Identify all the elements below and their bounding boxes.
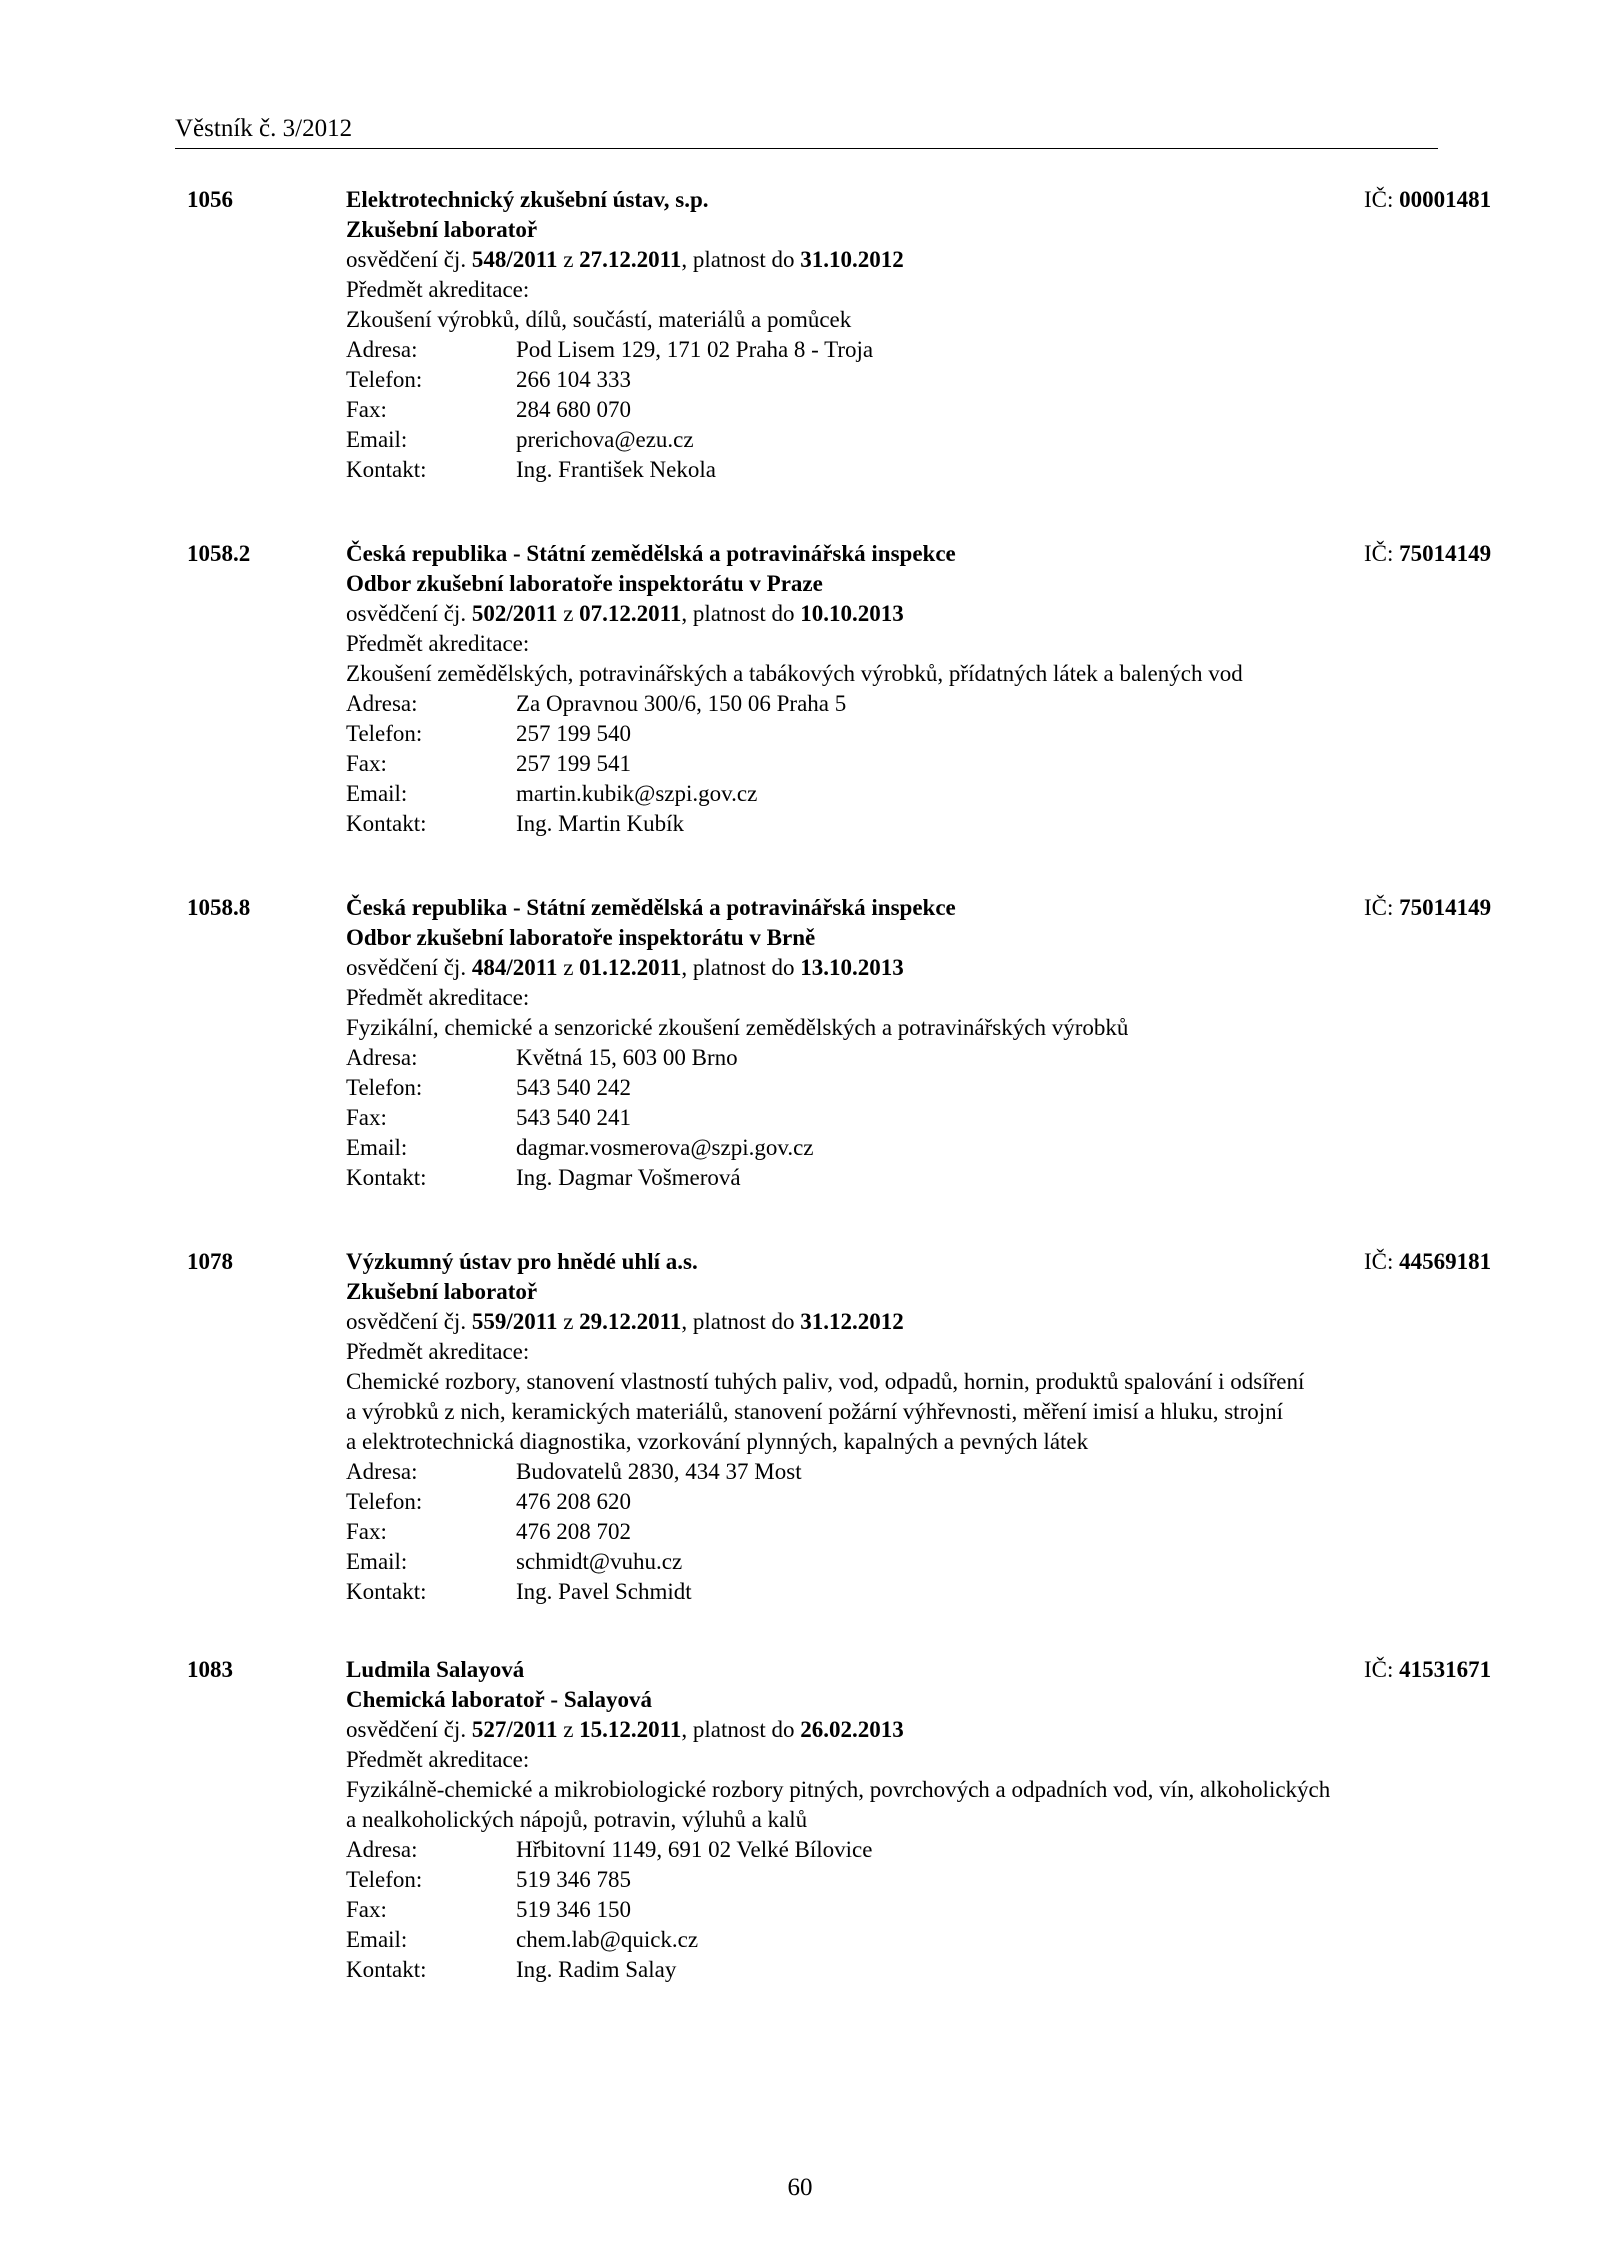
ic-value: 41531671 xyxy=(1399,1657,1492,1682)
address-value: Budovatelů 2830, 434 37 Most xyxy=(516,1459,802,1484)
ic-field xyxy=(1364,1655,1491,1685)
certificate-prefix: osvědčení čj. xyxy=(346,247,472,272)
fax-label: Fax: xyxy=(346,751,387,776)
entry-org-line xyxy=(346,539,1492,569)
certificate-z: z xyxy=(557,247,580,272)
entry-body xyxy=(346,185,1492,485)
address-row xyxy=(346,1043,1446,1073)
ic-field xyxy=(1364,893,1491,923)
validity-label: , platnost do xyxy=(681,1309,801,1334)
laboratory-name: Chemická laboratoř - Salayová xyxy=(346,1687,653,1712)
email-value: martin.kubik@szpi.gov.cz xyxy=(516,781,758,806)
ic-value: 75014149 xyxy=(1399,541,1492,566)
ic-label: IČ: xyxy=(1364,895,1400,920)
contact-row xyxy=(346,809,1446,839)
certificate-line xyxy=(346,599,1446,629)
certificate-z: z xyxy=(557,601,580,626)
phone-value: 266 104 333 xyxy=(516,367,631,392)
fax-label: Fax: xyxy=(346,1897,387,1922)
fax-value: 476 208 702 xyxy=(516,1519,631,1544)
fax-value: 519 346 150 xyxy=(516,1897,631,1922)
validity-label: , platnost do xyxy=(681,955,801,980)
email-row xyxy=(346,1547,1446,1577)
contact-value: Ing. František Nekola xyxy=(516,457,716,482)
fax-row xyxy=(346,395,1446,425)
contact-label: Kontakt: xyxy=(346,1579,427,1604)
laboratory-name: Odbor zkušební laboratoře inspektorátu v Brně xyxy=(346,925,816,950)
certificate-number: 548/2011 xyxy=(471,247,558,272)
phone-value: 543 540 242 xyxy=(516,1075,631,1100)
ic-value: 75014149 xyxy=(1399,895,1492,920)
entry-number: 1056 xyxy=(187,187,233,212)
subject-text: Fyzikální, chemické a senzorické zkoušení zemědělských a potravinářských výrobků xyxy=(346,1015,1129,1040)
validity-date: 10.10.2013 xyxy=(800,601,904,626)
email-row xyxy=(346,779,1446,809)
certificate-date: 27.12.2011 xyxy=(579,247,682,272)
ic-field xyxy=(1364,185,1491,215)
email-value: schmidt@vuhu.cz xyxy=(516,1549,683,1574)
organization-name: Elektrotechnický zkušební ústav, s.p. xyxy=(346,187,709,212)
entry-body xyxy=(346,1655,1492,1985)
phone-label: Telefon: xyxy=(346,1867,423,1892)
address-label: Adresa: xyxy=(346,337,418,362)
contact-row xyxy=(346,1163,1446,1193)
certificate-date: 29.12.2011 xyxy=(579,1309,682,1334)
entry-body xyxy=(346,893,1492,1193)
page-header-title: Věstník č. 3/2012 xyxy=(175,115,353,142)
phone-label: Telefon: xyxy=(346,721,423,746)
certificate-line xyxy=(346,1307,1446,1337)
contact-value: Ing. Dagmar Vošmerová xyxy=(516,1165,741,1190)
contact-row xyxy=(346,455,1446,485)
certificate-prefix: osvědčení čj. xyxy=(346,955,472,980)
laboratory-name: Zkušební laboratoř xyxy=(346,1279,538,1304)
ic-label: IČ: xyxy=(1364,1657,1400,1682)
fax-label: Fax: xyxy=(346,1519,387,1544)
phone-row xyxy=(346,1865,1446,1895)
certificate-z: z xyxy=(557,1309,580,1334)
certificate-prefix: osvědčení čj. xyxy=(346,1717,472,1742)
email-value: prerichova@ezu.cz xyxy=(516,427,694,452)
fax-row xyxy=(346,1517,1446,1547)
email-label: Email: xyxy=(346,1135,408,1160)
address-row xyxy=(346,689,1446,719)
organization-name: Ludmila Salayová xyxy=(346,1657,525,1682)
entry-org-line xyxy=(346,185,1492,215)
ic-value: 00001481 xyxy=(1399,187,1492,212)
entry-number: 1083 xyxy=(187,1657,233,1682)
entry-org-line xyxy=(346,1655,1492,1685)
subject-text: Zkoušení zemědělských, potravinářských a tabákových výrobků, přídatných látek a balených vod xyxy=(346,661,1243,686)
validity-date: 13.10.2013 xyxy=(800,955,904,980)
entry-body xyxy=(346,539,1492,839)
ic-field xyxy=(1364,539,1491,569)
ic-value: 44569181 xyxy=(1399,1249,1492,1274)
address-value: Květná 15, 603 00 Brno xyxy=(516,1045,738,1070)
certificate-number: 527/2011 xyxy=(471,1717,558,1742)
subject-label: Předmět akreditace: xyxy=(346,1747,530,1772)
fax-row xyxy=(346,1895,1446,1925)
email-label: Email: xyxy=(346,427,408,452)
subject-label: Předmět akreditace: xyxy=(346,1339,530,1364)
phone-value: 476 208 620 xyxy=(516,1489,631,1514)
contact-value: Ing. Pavel Schmidt xyxy=(516,1579,692,1604)
address-row xyxy=(346,335,1446,365)
email-value: dagmar.vosmerova@szpi.gov.cz xyxy=(516,1135,814,1160)
phone-value: 519 346 785 xyxy=(516,1867,631,1892)
validity-label: , platnost do xyxy=(681,1717,801,1742)
phone-row xyxy=(346,1073,1446,1103)
fax-value: 543 540 241 xyxy=(516,1105,631,1130)
ic-label: IČ: xyxy=(1364,1249,1400,1274)
entry-number: 1058.8 xyxy=(187,895,251,920)
certificate-prefix: osvědčení čj. xyxy=(346,1309,472,1334)
fax-value: 284 680 070 xyxy=(516,397,631,422)
certificate-line xyxy=(346,245,1446,275)
validity-label: , platnost do xyxy=(681,247,801,272)
certificate-prefix: osvědčení čj. xyxy=(346,601,472,626)
organization-name: Česká republika - Státní zemědělská a potravinářská inspekce xyxy=(346,541,956,566)
laboratory-name: Zkušební laboratoř xyxy=(346,217,538,242)
validity-label: , platnost do xyxy=(681,601,801,626)
entry-body xyxy=(346,1247,1492,1607)
address-value: Za Opravnou 300/6, 150 06 Praha 5 xyxy=(516,691,847,716)
certificate-number: 502/2011 xyxy=(471,601,558,626)
address-row xyxy=(346,1457,1446,1487)
entry-org-line xyxy=(346,1247,1492,1277)
page-header xyxy=(175,113,1438,149)
laboratory-name: Odbor zkušební laboratoře inspektorátu v Praze xyxy=(346,571,823,596)
fax-row xyxy=(346,1103,1446,1133)
subject-label: Předmět akreditace: xyxy=(346,631,530,656)
certificate-date: 15.12.2011 xyxy=(579,1717,682,1742)
contact-label: Kontakt: xyxy=(346,1957,427,1982)
email-label: Email: xyxy=(346,1927,408,1952)
certificate-z: z xyxy=(557,1717,580,1742)
validity-date: 26.02.2013 xyxy=(800,1717,904,1742)
phone-label: Telefon: xyxy=(346,1489,423,1514)
ic-label: IČ: xyxy=(1364,541,1400,566)
address-value: Hřbitovní 1149, 691 02 Velké Bílovice xyxy=(516,1837,873,1862)
email-label: Email: xyxy=(346,781,408,806)
subject-label: Předmět akreditace: xyxy=(346,985,530,1010)
certificate-z: z xyxy=(557,955,580,980)
email-row xyxy=(346,1133,1446,1163)
contact-value: Ing. Radim Salay xyxy=(516,1957,677,1982)
address-label: Adresa: xyxy=(346,691,418,716)
certificate-number: 559/2011 xyxy=(471,1309,558,1334)
address-row xyxy=(346,1835,1446,1865)
subject-label: Předmět akreditace: xyxy=(346,277,530,302)
email-row xyxy=(346,425,1446,455)
ic-label: IČ: xyxy=(1364,187,1400,212)
entry-org-line xyxy=(346,893,1492,923)
email-row xyxy=(346,1925,1446,1955)
certificate-number: 484/2011 xyxy=(471,955,558,980)
phone-row xyxy=(346,365,1446,395)
subject-text: Chemické rozbory, stanovení vlastností tuhých paliv, vod, odpadů, hornin, produktů spalování i odsíření a výrobků z nich, keramických materiálů, stanovení požární výhřevnosti, měření imisí a hluku, strojní a elektrotechnická diagnostika, vzorkování plynných, kapalných a pevných látek xyxy=(346,1369,1305,1454)
phone-label: Telefon: xyxy=(346,1075,423,1100)
fax-label: Fax: xyxy=(346,397,387,422)
phone-row xyxy=(346,1487,1446,1517)
address-label: Adresa: xyxy=(346,1459,418,1484)
certificate-line xyxy=(346,953,1446,983)
address-value: Pod Lisem 129, 171 02 Praha 8 - Troja xyxy=(516,337,874,362)
contact-value: Ing. Martin Kubík xyxy=(516,811,685,836)
phone-value: 257 199 540 xyxy=(516,721,631,746)
phone-row xyxy=(346,719,1446,749)
address-label: Adresa: xyxy=(346,1045,418,1070)
email-label: Email: xyxy=(346,1549,408,1574)
contact-label: Kontakt: xyxy=(346,1165,427,1190)
contact-row xyxy=(346,1955,1446,1985)
subject-text: Zkoušení výrobků, dílů, součástí, materiálů a pomůcek xyxy=(346,307,852,332)
email-value: chem.lab@quick.cz xyxy=(516,1927,699,1952)
entry-number: 1078 xyxy=(187,1249,233,1274)
certificate-date: 07.12.2011 xyxy=(579,601,682,626)
phone-label: Telefon: xyxy=(346,367,423,392)
contact-row xyxy=(346,1577,1446,1607)
contact-label: Kontakt: xyxy=(346,457,427,482)
page-number: 60 xyxy=(787,2174,813,2201)
entry-number: 1058.2 xyxy=(187,541,251,566)
ic-field xyxy=(1364,1247,1491,1277)
certificate-line xyxy=(346,1715,1446,1745)
address-label: Adresa: xyxy=(346,1837,418,1862)
fax-row xyxy=(346,749,1446,779)
fax-label: Fax: xyxy=(346,1105,387,1130)
certificate-date: 01.12.2011 xyxy=(579,955,682,980)
organization-name: Výzkumný ústav pro hnědé uhlí a.s. xyxy=(346,1249,698,1274)
subject-text: Fyzikálně-chemické a mikrobiologické rozbory pitných, povrchových a odpadních vod, vín, alkoholických a nealkoholických nápojů, potravin, výluhů a kalů xyxy=(346,1777,1331,1832)
contact-label: Kontakt: xyxy=(346,811,427,836)
fax-value: 257 199 541 xyxy=(516,751,631,776)
validity-date: 31.10.2012 xyxy=(800,247,904,272)
validity-date: 31.12.2012 xyxy=(800,1309,904,1334)
organization-name: Česká republika - Státní zemědělská a potravinářská inspekce xyxy=(346,895,956,920)
